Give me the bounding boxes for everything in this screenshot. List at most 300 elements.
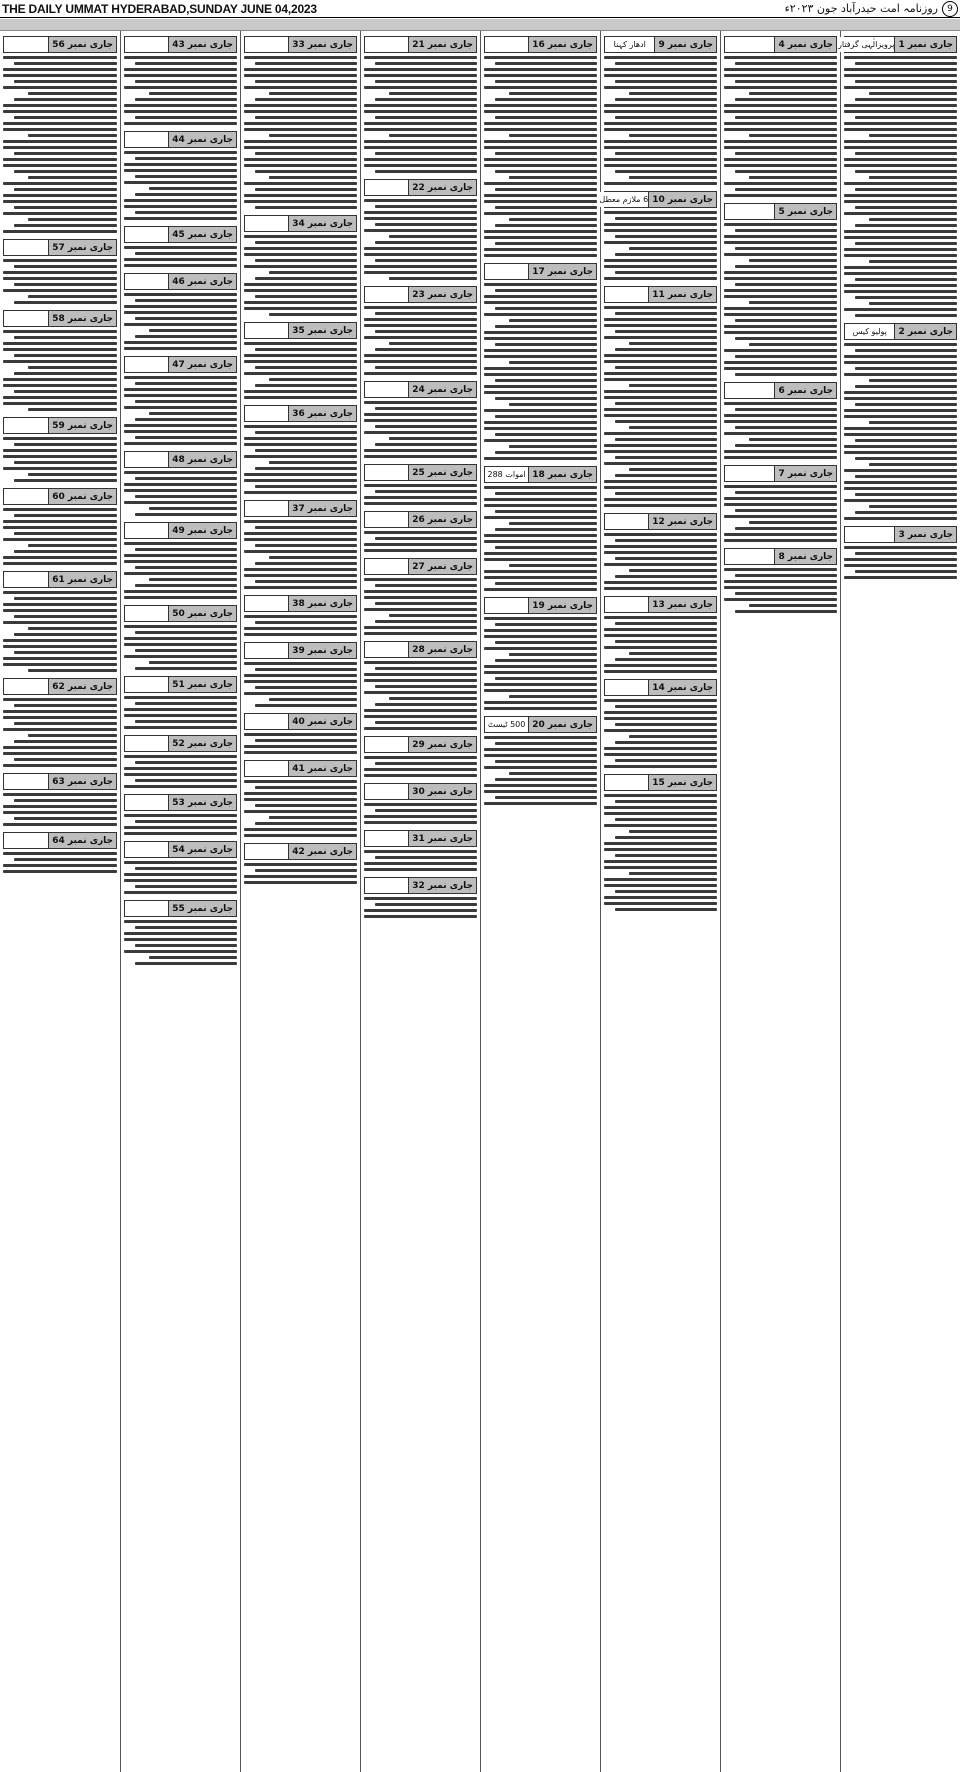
text-line bbox=[509, 695, 597, 698]
text-line bbox=[28, 295, 117, 298]
news-item bbox=[124, 794, 237, 835]
text-line bbox=[124, 56, 237, 59]
text-line bbox=[124, 920, 237, 923]
text-line bbox=[375, 903, 477, 906]
text-line bbox=[244, 301, 357, 304]
text-line bbox=[869, 134, 957, 137]
text-line bbox=[604, 128, 717, 131]
text-line bbox=[28, 92, 117, 95]
text-line bbox=[124, 655, 237, 658]
text-line bbox=[855, 206, 957, 209]
text-line bbox=[255, 116, 357, 119]
continuation-title bbox=[245, 714, 288, 729]
continuation-header bbox=[244, 760, 357, 777]
text-line bbox=[855, 314, 957, 317]
text-line bbox=[364, 419, 477, 422]
text-line bbox=[869, 505, 957, 508]
text-line bbox=[615, 836, 717, 839]
column-7 bbox=[120, 31, 240, 1772]
news-item bbox=[3, 36, 117, 233]
text-line bbox=[364, 199, 477, 202]
continuation-number: جاری نمبر 22 bbox=[408, 180, 476, 195]
text-line bbox=[604, 616, 717, 619]
text-line bbox=[364, 253, 477, 256]
text-line bbox=[855, 296, 957, 299]
text-line bbox=[844, 415, 957, 418]
text-line bbox=[364, 578, 477, 581]
text-line bbox=[135, 926, 237, 929]
text-line bbox=[364, 229, 477, 232]
text-line bbox=[495, 528, 597, 531]
text-line bbox=[844, 487, 957, 490]
text-line bbox=[364, 372, 477, 375]
text-line bbox=[364, 158, 477, 161]
text-line bbox=[749, 92, 837, 95]
text-line bbox=[3, 128, 117, 131]
text-line bbox=[14, 597, 117, 600]
text-line bbox=[135, 667, 237, 670]
text-line bbox=[724, 325, 837, 328]
text-line bbox=[844, 290, 957, 293]
continuation-title bbox=[125, 606, 168, 621]
text-line bbox=[364, 727, 477, 730]
text-line bbox=[14, 390, 117, 393]
continuation-header bbox=[484, 263, 597, 280]
text-line bbox=[629, 92, 717, 95]
text-line bbox=[749, 176, 837, 179]
text-line bbox=[604, 884, 717, 887]
column-1 bbox=[840, 31, 960, 1772]
text-line bbox=[244, 532, 357, 535]
text-line bbox=[375, 703, 477, 706]
text-line bbox=[724, 295, 837, 298]
text-line bbox=[124, 341, 237, 344]
continuation-number: جاری نمبر 45 bbox=[168, 227, 236, 242]
text-line bbox=[244, 662, 357, 665]
text-line bbox=[495, 206, 597, 209]
continuation-header bbox=[364, 511, 477, 528]
text-line bbox=[844, 481, 957, 484]
text-line bbox=[855, 403, 957, 406]
text-line bbox=[3, 752, 117, 755]
text-line bbox=[14, 461, 117, 464]
text-line bbox=[3, 437, 117, 440]
text-line bbox=[724, 414, 837, 417]
column-3 bbox=[600, 31, 720, 1772]
text-line bbox=[724, 568, 837, 571]
continuation-number: جاری نمبر 14 bbox=[648, 680, 716, 695]
text-line bbox=[724, 313, 837, 316]
continuation-number: جاری نمبر 3 bbox=[894, 527, 956, 542]
text-line bbox=[364, 850, 477, 853]
news-item bbox=[724, 203, 837, 376]
continuation-header bbox=[124, 900, 237, 917]
text-line bbox=[629, 176, 717, 179]
text-line bbox=[375, 762, 477, 765]
text-line bbox=[375, 80, 477, 83]
continuation-header bbox=[124, 794, 237, 811]
continuation-header bbox=[124, 131, 237, 148]
text-line bbox=[244, 247, 357, 250]
text-line bbox=[3, 645, 117, 648]
text-line bbox=[735, 247, 837, 250]
continuation-title bbox=[725, 466, 774, 481]
continuation-header bbox=[244, 322, 357, 339]
continuation-header bbox=[364, 830, 477, 847]
text-line bbox=[604, 390, 717, 393]
continuation-header bbox=[724, 203, 837, 220]
text-line bbox=[375, 620, 477, 623]
text-line bbox=[604, 646, 717, 649]
text-line bbox=[3, 526, 117, 529]
text-line bbox=[255, 449, 357, 452]
text-line bbox=[124, 258, 237, 261]
text-line bbox=[3, 194, 117, 197]
continuation-number: جاری نمبر 41 bbox=[288, 761, 356, 776]
text-line bbox=[855, 475, 957, 478]
text-line bbox=[604, 110, 717, 113]
continuation-header bbox=[724, 36, 837, 53]
text-line bbox=[135, 62, 237, 65]
news-item bbox=[604, 679, 717, 768]
text-line bbox=[735, 170, 837, 173]
text-line bbox=[244, 194, 357, 197]
text-line bbox=[844, 558, 957, 561]
text-line bbox=[484, 337, 597, 340]
text-line bbox=[735, 444, 837, 447]
continuation-title bbox=[245, 643, 288, 658]
text-line bbox=[269, 92, 357, 95]
continuation-header bbox=[124, 226, 237, 243]
text-line bbox=[135, 175, 237, 178]
text-line bbox=[484, 558, 597, 561]
text-line bbox=[615, 80, 717, 83]
text-line bbox=[3, 146, 117, 149]
text-line bbox=[484, 331, 597, 334]
text-line bbox=[724, 74, 837, 77]
continuation-header bbox=[3, 773, 117, 790]
text-line bbox=[255, 467, 357, 470]
text-line bbox=[389, 134, 477, 137]
text-line bbox=[604, 794, 717, 797]
text-line bbox=[509, 218, 597, 221]
text-line bbox=[844, 397, 957, 400]
column-6 bbox=[240, 31, 360, 1772]
text-line bbox=[844, 469, 957, 472]
text-line bbox=[244, 182, 357, 185]
text-line bbox=[364, 679, 477, 682]
text-line bbox=[495, 623, 597, 626]
news-item bbox=[3, 239, 117, 304]
text-line bbox=[255, 580, 357, 583]
text-line bbox=[724, 277, 837, 280]
text-line bbox=[484, 367, 597, 370]
text-line bbox=[244, 674, 357, 677]
text-line bbox=[735, 62, 837, 65]
text-line bbox=[244, 235, 357, 238]
text-line bbox=[244, 568, 357, 571]
continuation-header bbox=[724, 548, 837, 565]
text-line bbox=[604, 902, 717, 905]
text-line bbox=[269, 271, 357, 274]
news-item bbox=[3, 571, 117, 672]
text-line bbox=[484, 736, 597, 739]
text-line bbox=[375, 584, 477, 587]
text-line bbox=[604, 498, 717, 501]
text-line bbox=[244, 538, 357, 541]
text-line bbox=[855, 152, 957, 155]
text-line bbox=[604, 729, 717, 732]
news-item bbox=[364, 783, 477, 824]
text-line bbox=[244, 283, 357, 286]
text-line bbox=[855, 385, 957, 388]
text-line bbox=[14, 354, 117, 357]
text-line bbox=[3, 110, 117, 113]
text-line bbox=[724, 164, 837, 167]
text-line bbox=[255, 544, 357, 547]
text-line bbox=[124, 406, 237, 409]
continuation-header bbox=[3, 417, 117, 434]
text-line bbox=[244, 692, 357, 695]
text-line bbox=[255, 366, 357, 369]
text-line bbox=[484, 427, 597, 430]
text-line bbox=[509, 772, 597, 775]
continuation-title bbox=[245, 844, 288, 859]
text-line bbox=[255, 80, 357, 83]
text-line bbox=[244, 828, 357, 831]
text-line bbox=[855, 116, 957, 119]
text-line bbox=[855, 457, 957, 460]
text-line bbox=[255, 206, 357, 209]
continuation-number: جاری نمبر 10 bbox=[648, 192, 716, 207]
text-line bbox=[484, 588, 597, 591]
news-item bbox=[3, 832, 117, 873]
text-line bbox=[735, 574, 837, 577]
text-line bbox=[375, 366, 477, 369]
text-line bbox=[484, 158, 597, 161]
text-line bbox=[604, 68, 717, 71]
text-line bbox=[604, 717, 717, 720]
text-line bbox=[844, 110, 957, 113]
page-number-badge: 9 bbox=[942, 1, 958, 17]
text-line bbox=[3, 122, 117, 125]
continuation-header bbox=[484, 716, 597, 733]
text-line bbox=[14, 479, 117, 482]
text-line bbox=[615, 271, 717, 274]
continuation-number: جاری نمبر 57 bbox=[48, 240, 116, 255]
continuation-number: جاری نمبر 52 bbox=[168, 736, 236, 751]
text-line bbox=[135, 761, 237, 764]
news-item bbox=[599, 191, 717, 280]
text-line bbox=[3, 764, 117, 767]
continuation-number: جاری نمبر 31 bbox=[408, 831, 476, 846]
text-line bbox=[844, 564, 957, 567]
continuation-header bbox=[604, 774, 717, 791]
text-line bbox=[844, 122, 957, 125]
continuation-header bbox=[364, 464, 477, 481]
text-line bbox=[615, 890, 717, 893]
continuation-number: جاری نمبر 26 bbox=[408, 512, 476, 527]
text-line bbox=[135, 299, 237, 302]
text-line bbox=[244, 342, 357, 345]
continuation-title bbox=[125, 901, 168, 916]
text-line bbox=[615, 818, 717, 821]
text-line bbox=[484, 629, 597, 632]
text-line bbox=[255, 668, 357, 671]
text-line bbox=[3, 271, 117, 274]
text-line bbox=[3, 348, 117, 351]
text-line bbox=[244, 354, 357, 357]
text-line bbox=[244, 574, 357, 577]
text-line bbox=[124, 471, 237, 474]
text-line bbox=[604, 86, 717, 89]
text-line bbox=[244, 68, 357, 71]
text-line bbox=[724, 420, 837, 423]
text-line bbox=[749, 134, 837, 137]
continuation-header bbox=[724, 465, 837, 482]
text-line bbox=[364, 110, 477, 113]
text-line bbox=[844, 56, 957, 59]
news-item bbox=[604, 286, 717, 507]
continuation-title bbox=[365, 878, 408, 893]
continuation-header bbox=[484, 597, 597, 614]
text-line bbox=[255, 259, 357, 262]
text-line bbox=[604, 432, 717, 435]
text-line bbox=[3, 360, 117, 363]
text-line bbox=[124, 323, 237, 326]
continuation-number: جاری نمبر 59 bbox=[48, 418, 116, 433]
text-line bbox=[484, 748, 597, 751]
text-line bbox=[28, 627, 117, 630]
text-line bbox=[135, 631, 237, 634]
text-line bbox=[135, 867, 237, 870]
continuation-title bbox=[485, 37, 528, 52]
text-line bbox=[495, 760, 597, 763]
text-line bbox=[135, 702, 237, 705]
text-line bbox=[244, 745, 357, 748]
text-line bbox=[604, 324, 717, 327]
text-line bbox=[135, 317, 237, 320]
text-line bbox=[244, 56, 357, 59]
continuation-number: جاری نمبر 23 bbox=[408, 287, 476, 302]
continuation-title bbox=[245, 37, 288, 52]
text-line bbox=[28, 473, 117, 476]
text-line bbox=[244, 360, 357, 363]
continuation-number: جاری نمبر 19 bbox=[528, 598, 596, 613]
text-line bbox=[244, 586, 357, 589]
continuation-title bbox=[4, 418, 48, 433]
continuation-title bbox=[125, 132, 168, 147]
text-line bbox=[124, 773, 237, 776]
text-line bbox=[484, 313, 597, 316]
text-line bbox=[364, 306, 477, 309]
text-line bbox=[615, 170, 717, 173]
continuation-number: جاری نمبر 21 bbox=[408, 37, 476, 52]
text-line bbox=[724, 307, 837, 310]
text-line bbox=[124, 293, 237, 296]
text-line bbox=[364, 608, 477, 611]
text-line bbox=[615, 420, 717, 423]
text-line bbox=[484, 110, 597, 113]
text-line bbox=[375, 721, 477, 724]
text-line bbox=[509, 361, 597, 364]
text-line bbox=[749, 604, 837, 607]
text-line bbox=[364, 56, 477, 59]
text-line bbox=[495, 397, 597, 400]
text-line bbox=[855, 439, 957, 442]
text-line bbox=[364, 815, 477, 818]
text-line bbox=[124, 938, 237, 941]
text-line bbox=[735, 491, 837, 494]
text-line bbox=[124, 205, 237, 208]
text-line bbox=[484, 230, 597, 233]
text-line bbox=[135, 382, 237, 385]
continuation-number: جاری نمبر 2 bbox=[894, 324, 956, 339]
news-item bbox=[364, 558, 477, 635]
continuation-header bbox=[364, 558, 477, 575]
text-line bbox=[124, 388, 237, 391]
continuation-title bbox=[725, 549, 774, 564]
text-line bbox=[604, 318, 717, 321]
text-line bbox=[724, 367, 837, 370]
continuation-title bbox=[4, 489, 48, 504]
text-line bbox=[244, 550, 357, 553]
text-line bbox=[724, 497, 837, 500]
text-line bbox=[244, 520, 357, 523]
news-item bbox=[244, 760, 357, 837]
text-line bbox=[269, 378, 357, 381]
text-line bbox=[364, 496, 477, 499]
continuation-title bbox=[365, 382, 408, 397]
text-line bbox=[244, 437, 357, 440]
continuation-number: جاری نمبر 1 bbox=[894, 37, 956, 52]
text-line bbox=[484, 164, 597, 167]
text-line bbox=[844, 409, 957, 412]
text-line bbox=[375, 223, 477, 226]
text-line bbox=[604, 664, 717, 667]
news-item bbox=[244, 500, 357, 589]
text-line bbox=[124, 950, 237, 953]
text-line bbox=[495, 116, 597, 119]
text-line bbox=[135, 193, 237, 196]
text-line bbox=[604, 360, 717, 363]
continuation-title bbox=[845, 527, 894, 542]
text-line bbox=[484, 128, 597, 131]
text-line bbox=[604, 486, 717, 489]
text-line bbox=[124, 714, 237, 717]
text-line bbox=[749, 343, 837, 346]
urdu-title: روزنامہ امت حیدرآباد جون ۲۰۲۳ء bbox=[784, 2, 938, 15]
text-line bbox=[844, 248, 957, 251]
text-line bbox=[3, 728, 117, 731]
text-line bbox=[124, 163, 237, 166]
text-line bbox=[244, 455, 357, 458]
text-line bbox=[135, 80, 237, 83]
text-line bbox=[615, 854, 717, 857]
text-line bbox=[3, 396, 117, 399]
text-line bbox=[509, 403, 597, 406]
text-line bbox=[255, 485, 357, 488]
continuation-header bbox=[844, 526, 957, 543]
text-line bbox=[3, 384, 117, 387]
text-line bbox=[14, 152, 117, 155]
text-line bbox=[484, 248, 597, 251]
text-line bbox=[255, 804, 357, 807]
text-line bbox=[3, 56, 117, 59]
text-line bbox=[855, 62, 957, 65]
text-line bbox=[629, 735, 717, 738]
text-line bbox=[484, 254, 597, 257]
